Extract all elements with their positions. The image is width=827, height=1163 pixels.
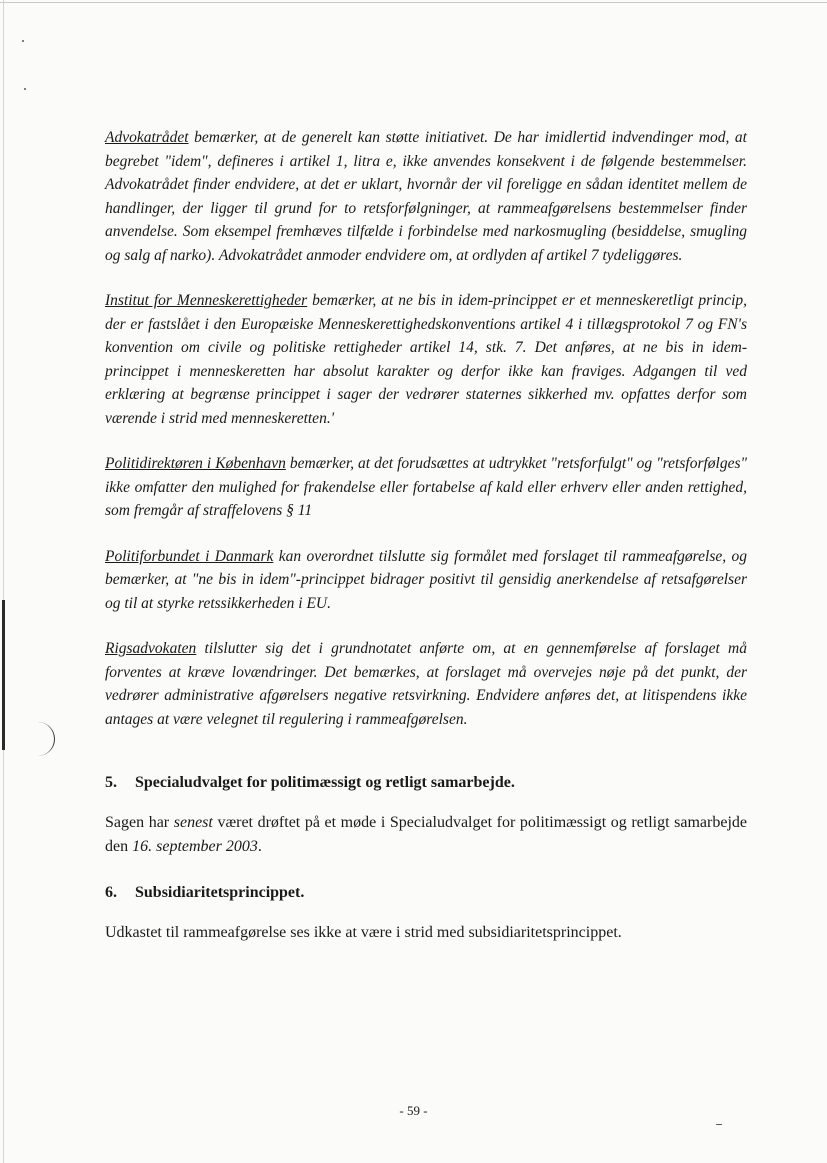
paragraph-text: bemærker, at ne bis in idem-princippet er et menneskeretligt princip, der er fastslået i den Europæiske Menneskerettighedskonventions artikel 4 i tillægsprotokol 7 og FN's konvention om civile og politiske rettigheder artikel 14, stk. 7. Det anføres, at ne bis in idem- princippet i menneskeretten har absolut karakter og derfor ikke kan fraviges. Adgangen til ved erklæring at begrænse princippet i sager der vedrører staternes sikkerhed mv. opfattes derfor som værende i strid med menneskeretten.' xyxy=(105,292,747,427)
scan-edge-left xyxy=(3,0,4,1163)
body-text: været drøftet på et møde i Specialudvalget for politimæssigt og retligt samarbejde den xyxy=(105,814,748,855)
page-number: - 59 - xyxy=(399,1103,428,1118)
paragraph-text: bemærker, at de generelt kan støtte initiativet. De har imidlertid indvendinger mod, at begrebet "idem", defineres i artikel 1, litra e, ikke anvendes konsekvent i de følgende bestemmelser. Advokatrådet finder endvidere, at det er uklart, hvornår der vil foreligge en sådan identitet mellem de handlinger, der ligger til grund for to retsforfølgninger, at rammeafgørelsens bestemmelser finder anvendelse. Som eksempel fremhæves tilfælde i forbindelse med narkosmugling (besiddelse, smugling og salg af narko). Advokatrådet anmoder endvidere om, at ordlyden af artikel 7 tydeliggøres. xyxy=(105,129,747,264)
scan-speck xyxy=(716,1124,722,1125)
body-text: . xyxy=(257,838,262,855)
org-name: Rigsadvokaten xyxy=(105,640,197,657)
paragraph-institut xyxy=(105,289,747,430)
page-content xyxy=(105,126,747,945)
scan-edge-top xyxy=(0,2,827,3)
body-date: 16. september 2003 xyxy=(132,838,258,855)
section-5-heading xyxy=(105,771,747,795)
paragraph-politiforbundet xyxy=(105,545,747,616)
section-number: 5. xyxy=(105,774,117,791)
paragraph-text: bemærker, at det forudsættes at udtrykket "retsforfulgt" og "retsforfølges" ikke omfatter den mulighed for frakendelse eller fortabelse af kald eller erhverv eller anden rettighed, som fremgår af straffelovens § 11 xyxy=(105,455,748,519)
org-name: Advokatrådet xyxy=(105,129,189,146)
paragraph-advokatraadet xyxy=(105,126,747,267)
section-6-body: Udkastet til rammeafgørelse ses ikke at være i strid med subsidiaritetsprincippet. xyxy=(105,924,622,941)
org-name: Politiforbundet i Danmark xyxy=(105,547,274,565)
scan-speck xyxy=(24,88,26,90)
paragraph-text: tilslutter sig det i grundnotatet anførte om, at en gennemførelse af forslaget må forventes at kræve lovændringer. Det bemærkes, at forslaget må overvejes nøje på det punkt, der vedrører administrative afgørelsers negative retsvirkning. Endvidere anføres det, at litispendens ikke antages at være velegnet til regulering i rammeafgørelsen. xyxy=(105,640,747,728)
section-6-heading xyxy=(105,881,747,905)
section-number: 6. xyxy=(105,884,117,901)
body-text: Sagen har xyxy=(105,814,174,831)
body-italic: senest xyxy=(173,814,213,831)
paragraph-text: kan overordnet tilslutte sig formålet med forslaget til rammeafgørelse, og bemærker, at "ne bis in idem"-princippet bidrager positivt til gensidig anerkendelse af retsafgørelser og til at styrke retssikkerheden i EU. xyxy=(105,547,747,612)
section-5-body xyxy=(105,811,747,859)
punch-hole-mark xyxy=(30,722,55,756)
paragraph-rigsadvokaten xyxy=(105,637,747,731)
section-title: Subsidiaritetsprincippet. xyxy=(135,884,305,901)
paragraph-politidirektoeren xyxy=(105,452,747,523)
org-name: Politidirektøren i København xyxy=(105,455,286,472)
scan-edge-shadow xyxy=(2,600,5,750)
section-title: Specialudvalget for politimæssigt og retligt samarbejde. xyxy=(135,774,515,791)
scan-speck xyxy=(22,40,24,42)
org-name: Institut for Menneskerettigheder xyxy=(105,292,308,309)
